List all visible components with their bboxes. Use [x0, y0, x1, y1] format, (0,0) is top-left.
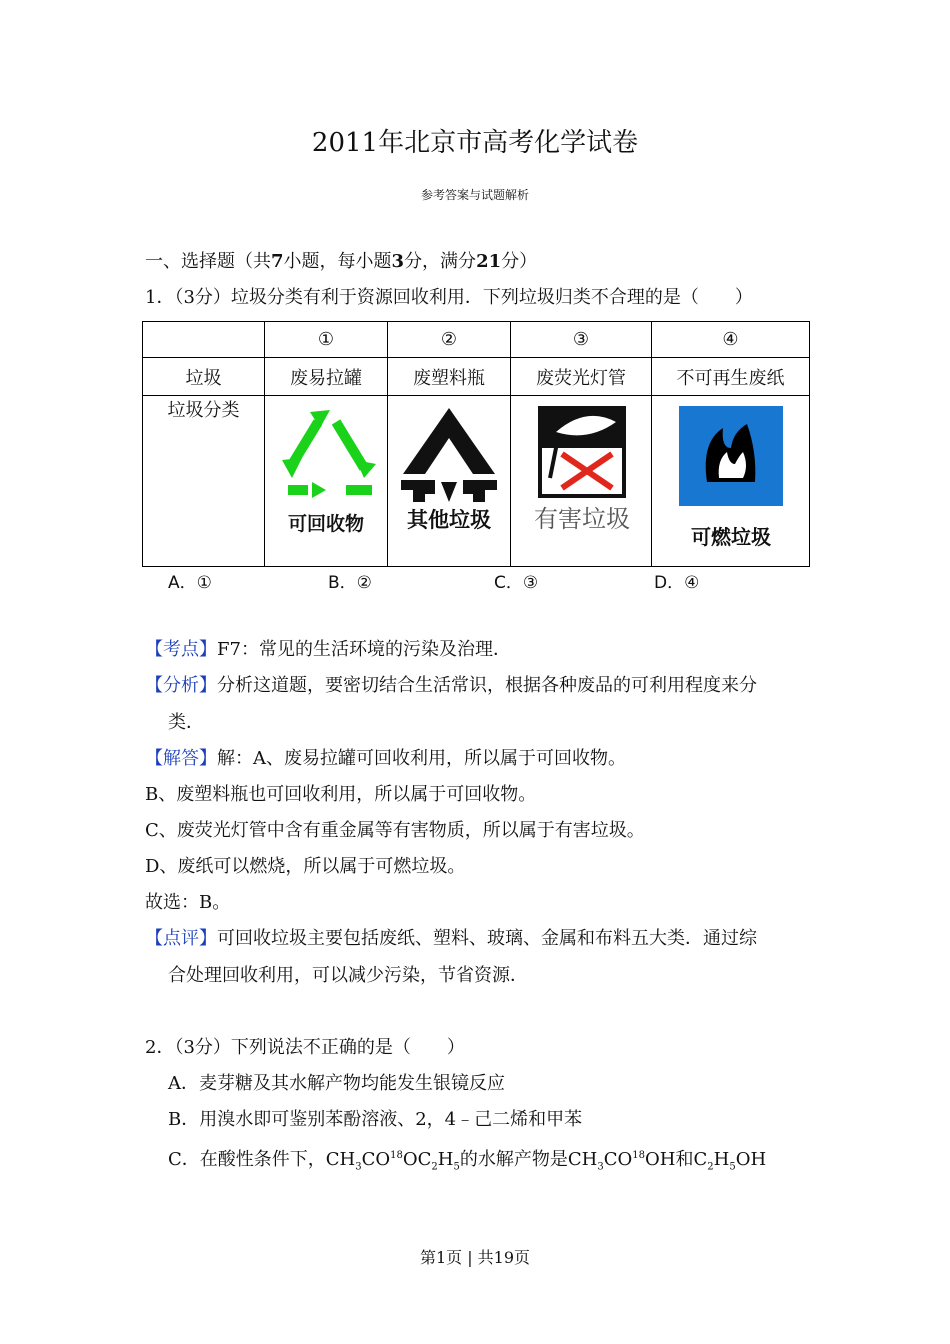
option-d: D．④	[654, 573, 700, 593]
q2c-text: CO	[603, 1149, 633, 1170]
combustible-waste-label: 可燃垃圾	[690, 525, 771, 549]
kaodian-line	[145, 639, 511, 661]
answer-line-b: B、废塑料瓶也可回收利用，所以属于可回收物。	[145, 784, 537, 805]
kaodian-text: F7：常见的生活环境的污染及治理．	[217, 639, 511, 660]
answer-choice: 故选：B。	[145, 892, 231, 913]
option-a: A．①	[168, 573, 212, 593]
table-header-cell: ④	[652, 322, 810, 358]
page-title: 2011年北京市高考化学试卷	[311, 128, 639, 158]
answer-line-d: D、废纸可以燃烧，所以属于可燃垃圾。	[145, 856, 466, 877]
q2c-sub: 5	[453, 1161, 460, 1173]
table-cell: 不可再生废纸	[652, 358, 810, 396]
fenxi-line-2: 类．	[168, 712, 204, 733]
q2c-prefix: C．在酸性条件下，CH	[168, 1149, 356, 1170]
hazardous-waste-label: 有害垃圾	[534, 505, 630, 533]
q2-option-c	[168, 1145, 766, 1179]
table-cell: 废塑料瓶	[388, 358, 511, 396]
q2c-sup: 18	[390, 1150, 403, 1161]
hazardous-waste-icon	[516, 402, 646, 552]
table-header-cell: ③	[511, 322, 652, 358]
section-score: 3	[391, 251, 405, 272]
combustible-waste-cell	[652, 396, 810, 567]
recycle-cell	[265, 396, 388, 567]
table-cell: 废荧光灯管	[511, 358, 652, 396]
q2c-text: H	[437, 1149, 454, 1170]
q2c-sub: 2	[431, 1161, 438, 1173]
section-mid1: 小题，每小题	[283, 251, 392, 272]
question-1-stem: 1．（3分）垃圾分类有利于资源回收利用．下列垃圾归类不合理的是（ ）	[145, 287, 753, 308]
dianping-line-2: 合处理回收利用，可以减少污染，节省资源．	[168, 965, 528, 986]
other-waste-icon	[391, 402, 507, 552]
table-row-classification	[143, 396, 810, 567]
row-label-waste: 垃圾	[143, 358, 265, 396]
fenxi-tag: 【分析】	[145, 675, 217, 696]
recycle-label: 可回收物	[287, 513, 365, 535]
section-suffix: 分）	[501, 251, 538, 272]
q2c-sup: 18	[632, 1150, 645, 1161]
dianping-text: 可回收垃圾主要包括废纸、塑料、玻璃、金属和布料五大类．通过综	[217, 928, 757, 949]
other-waste-cell	[388, 396, 511, 567]
recycle-icon	[268, 402, 384, 552]
option-c: C．③	[494, 573, 539, 593]
table-cell-empty	[143, 322, 265, 358]
q2c-sub: 3	[355, 1161, 362, 1173]
q2c-sub: 5	[729, 1161, 736, 1173]
q2c-text: CO	[361, 1149, 391, 1170]
q2c-text: H	[713, 1149, 730, 1170]
q2c-text: OH和C	[645, 1149, 708, 1170]
dianping-line	[145, 928, 757, 950]
q2c-sub: 3	[597, 1161, 604, 1173]
row-label-classification: 垃圾分类	[143, 396, 265, 567]
q2c-text: 的水解产物是CH	[459, 1149, 598, 1170]
table-header-cell: ②	[388, 322, 511, 358]
q2-option-b: B．用溴水即可鉴别苯酚溶液、2，4﹣己二烯和甲苯	[168, 1109, 583, 1130]
section-total: 21	[476, 251, 502, 272]
page-footer: 第1页 | 共19页	[419, 1248, 531, 1267]
answer-line-c: C、废荧光灯管中含有重金属等有害物质，所以属于有害垃圾。	[145, 820, 645, 841]
waste-classification-table	[142, 321, 810, 567]
section-mid2: 分，满分	[404, 251, 477, 272]
table-header-row	[143, 322, 810, 358]
section-heading	[145, 251, 537, 273]
table-row-waste	[143, 358, 810, 396]
option-b: B．②	[328, 573, 372, 593]
hazardous-waste-cell	[511, 396, 652, 567]
fenxi-text: 分析这道题，要密切结合生活常识，根据各种废品的可利用程度来分	[217, 675, 757, 696]
jieda-tag: 【解答】	[145, 748, 217, 769]
section-count: 7	[271, 251, 284, 272]
fenxi-line	[145, 675, 757, 697]
kaodian-tag: 【考点】	[145, 639, 217, 660]
jieda-line	[145, 748, 626, 770]
table-header-cell: ①	[265, 322, 388, 358]
q2-option-a: A．麦芽糖及其水解产物均能发生银镜反应	[168, 1073, 505, 1094]
question-2-stem: 2．（3分）下列说法不正确的是（ ）	[145, 1037, 465, 1058]
page-subtitle: 参考答案与试题解析	[420, 188, 529, 202]
section-prefix: 一、选择题（共	[145, 251, 271, 272]
dianping-tag: 【点评】	[145, 928, 217, 949]
other-waste-label: 其他垃圾	[407, 508, 491, 532]
q2c-sub: 2	[707, 1161, 714, 1173]
q2c-text: OC	[402, 1149, 432, 1170]
combustible-waste-icon	[661, 402, 801, 552]
q2c-text: OH	[735, 1149, 767, 1170]
table-cell: 废易拉罐	[265, 358, 388, 396]
jieda-text: 解：A、废易拉罐可回收利用，所以属于可回收物。	[217, 748, 626, 769]
